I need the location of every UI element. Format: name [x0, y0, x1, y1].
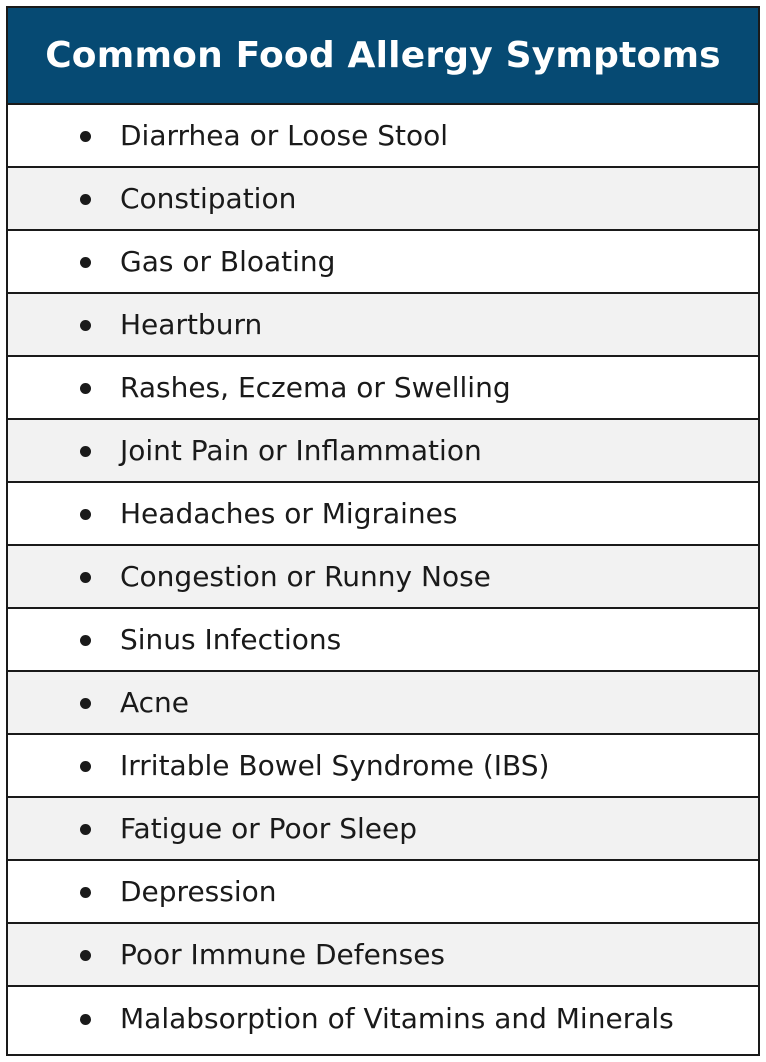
bullet-icon: [80, 257, 91, 268]
symptom-label: Irritable Bowel Syndrome (IBS): [120, 749, 550, 782]
bullet-icon: [80, 1014, 91, 1025]
symptom-label: Heartburn: [120, 308, 263, 341]
symptom-label: Malabsorption of Vitamins and Minerals: [120, 1002, 674, 1035]
symptom-label: Headaches or Migraines: [120, 497, 458, 530]
bullet-icon: [80, 887, 91, 898]
bullet-icon: [80, 824, 91, 835]
symptom-row: [8, 294, 758, 357]
symptom-row: [8, 861, 758, 924]
symptom-row: [8, 987, 758, 1050]
symptom-row: [8, 105, 758, 168]
symptom-label: Gas or Bloating: [120, 245, 336, 278]
bullet-icon: [80, 950, 91, 961]
symptom-label: Depression: [120, 875, 277, 908]
symptom-label: Acne: [120, 686, 190, 719]
symptoms-list: [8, 105, 758, 1050]
symptom-label: Congestion or Runny Nose: [120, 560, 491, 593]
bullet-icon: [80, 761, 91, 772]
symptom-label: Diarrhea or Loose Stool: [120, 119, 448, 152]
symptom-row: [8, 609, 758, 672]
symptom-row: [8, 483, 758, 546]
symptom-row: [8, 672, 758, 735]
symptom-row: [8, 546, 758, 609]
symptom-label: Sinus Infections: [120, 623, 342, 656]
symptoms-table: [6, 6, 760, 1056]
table-title: Common Food Allergy Symptoms: [45, 35, 721, 76]
symptom-row: [8, 168, 758, 231]
table-header: [8, 8, 758, 105]
symptom-label: Fatigue or Poor Sleep: [120, 812, 417, 845]
bullet-icon: [80, 320, 91, 331]
symptom-row: [8, 924, 758, 987]
bullet-icon: [80, 509, 91, 520]
bullet-icon: [80, 383, 91, 394]
bullet-icon: [80, 194, 91, 205]
bullet-icon: [80, 698, 91, 709]
symptom-label: Constipation: [120, 182, 297, 215]
symptom-label: Joint Pain or Inflammation: [120, 434, 482, 467]
symptom-row: [8, 357, 758, 420]
symptom-label: Poor Immune Defenses: [120, 938, 446, 971]
symptom-row: [8, 798, 758, 861]
bullet-icon: [80, 446, 91, 457]
symptom-row: [8, 420, 758, 483]
symptom-row: [8, 231, 758, 294]
bullet-icon: [80, 635, 91, 646]
symptom-row: [8, 735, 758, 798]
bullet-icon: [80, 131, 91, 142]
bullet-icon: [80, 572, 91, 583]
symptom-label: Rashes, Eczema or Swelling: [120, 371, 511, 404]
